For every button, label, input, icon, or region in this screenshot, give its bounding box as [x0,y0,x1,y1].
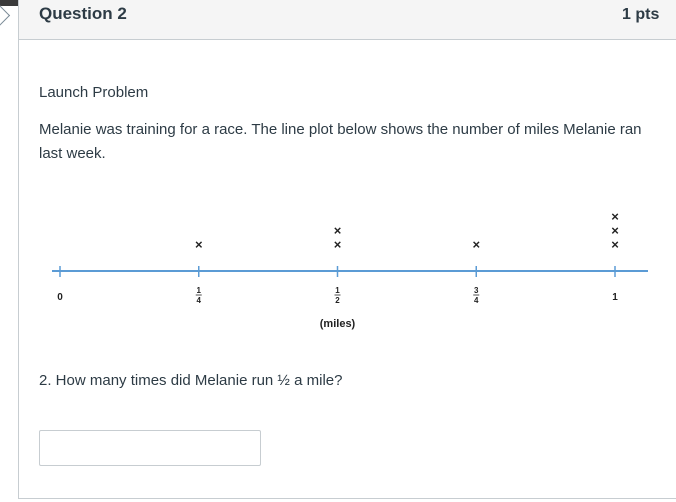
data-marker: × [611,223,619,238]
chevron-right-icon[interactable] [0,5,10,26]
tick-label-numerator: 3 [474,286,479,295]
question-text: 2. How many times did Melanie run ½ a mile? [39,372,343,389]
data-marker: × [472,237,481,252]
tick-label-numerator: 1 [196,286,201,295]
tick-label-denominator: 4 [474,296,479,305]
data-marker: × [333,237,342,252]
tick-label: 0 [57,292,63,303]
data-marker: × [194,237,203,252]
answer-input[interactable] [39,430,261,466]
line-plot [40,200,660,350]
data-marker: × [611,237,619,252]
tick-label: 1 [612,292,618,303]
question-intro: Melanie was training for a race. The line plot below shows the number of miles Melanie ran last week. [39,121,642,162]
data-marker: × [611,209,619,224]
x-axis-label: (miles) [319,318,356,330]
tick-label-denominator: 2 [335,296,340,305]
question-header [19,0,676,40]
tick-label-numerator: 1 [335,286,340,295]
launch-label: Launch Problem [39,84,149,101]
question-title: Question 2 [39,4,127,23]
question-points: 1 pts [622,6,660,23]
tick-label-denominator: 4 [196,296,201,305]
data-marker: × [333,223,342,238]
